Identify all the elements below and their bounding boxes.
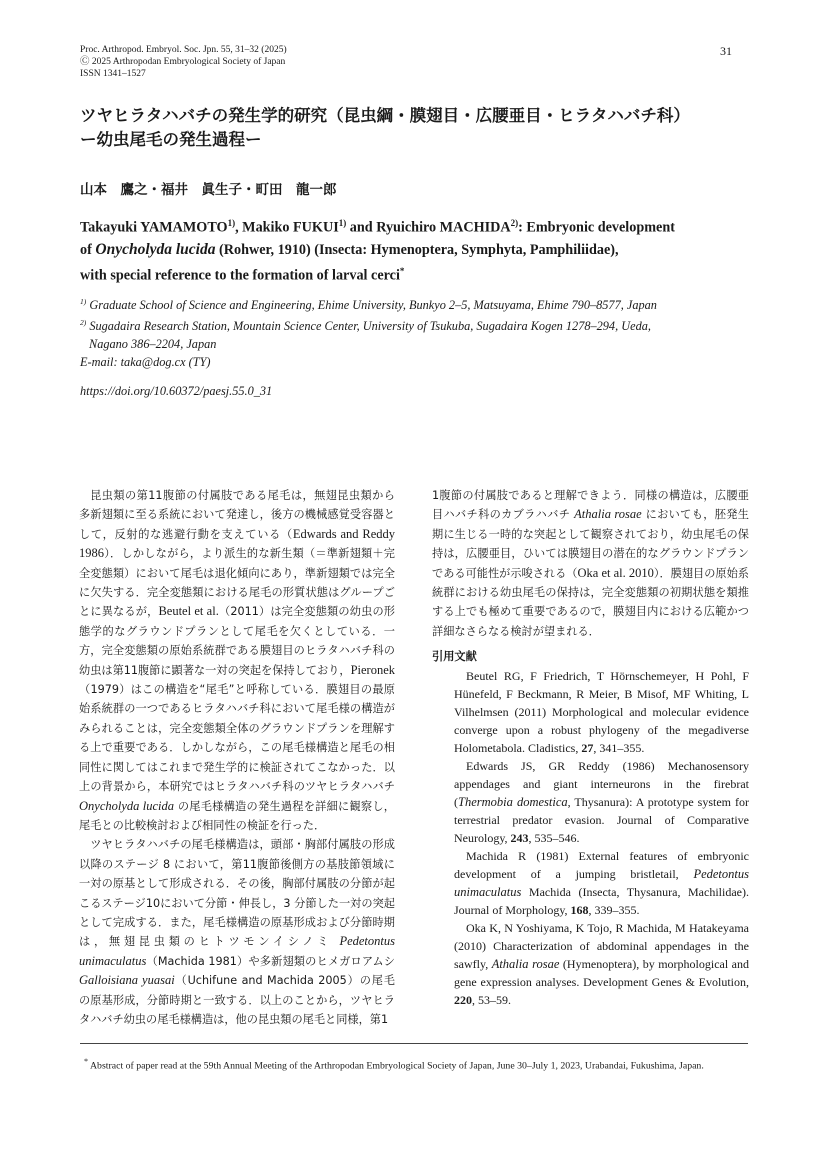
japanese-title-line2: ー幼虫尾毛の発生過程ー xyxy=(80,130,262,149)
affil-ref: 1) xyxy=(227,218,236,228)
author-2: , Makiko FUKUI xyxy=(235,219,339,236)
reference-item: Oka K, N Yoshiyama, K Tojo, R Machida, M Hatakeyama (2010) Characterization of abdominal appendages in the sawfly, Athalia rosae (Hymenoptera), by morphological and gene expression analyses. Development Genes & Evolution, 220, 53–59. xyxy=(454,920,749,1007)
references-list xyxy=(432,667,749,1009)
citation: Beutel et al. xyxy=(158,604,219,619)
reference-item: Machida R (1981) External features of embryonic development of a jumping bristletail, Pedetontus unimaculatus Machida (Insecta, Thysanura, Machilidae). Journal of Morphology, 168, 339–355. xyxy=(454,848,749,917)
japanese-title-line1: ツヤヒラタハバチの発生学的研究（昆虫綱・膜翅目・広腰亜目・ヒラタハバチ科） xyxy=(80,106,690,125)
affiliation-1: Graduate School of Science and Engineering, Ehime University, Bunkyo 2–5, Matsuyama, Ehime 790–8577, Japan xyxy=(86,298,657,313)
species-name: Onycholyda lucida xyxy=(95,240,216,258)
issn-line: ISSN 1341–1527 xyxy=(80,69,146,79)
affil-ref: 1) xyxy=(338,218,347,228)
english-title xyxy=(80,213,760,286)
author-1: Takayuki YAMAMOTO xyxy=(80,219,228,236)
footnote-divider xyxy=(80,1043,748,1044)
species-name: Onycholyda lucida xyxy=(79,798,175,813)
journal-citation: Proc. Arthropod. Embryol. Soc. Jpn. 55, 31–32 (2025) xyxy=(80,45,287,55)
page-number: 31 xyxy=(720,44,732,58)
affil-ref: 2) xyxy=(510,218,519,228)
species-name: Galloisiana yuasai xyxy=(79,973,175,988)
species-name: Athalia rosae xyxy=(574,507,642,522)
affiliation-2: Sugadaira Research Station, Mountain Science Center, University of Tsukuba, Sugadaira Kogen 1278–294, Ueda, xyxy=(86,319,651,334)
body-right-column xyxy=(432,486,749,1009)
footnote-marker: * xyxy=(84,1057,89,1066)
reference-item: Beutel RG, F Friedrich, T Hörnschemeyer, H Pohl, F Hünefeld, F Beckmann, R Meier, B Misof, MF Whiting, L Vilhelmsen (2011) Morphological and molecular evidence converge upon a robust phylogeny of the megadiverse Holometabola. Cladistics, 27, 341–355. xyxy=(454,668,749,755)
email-line: E-mail: taka@dog.cx (TY) xyxy=(80,355,211,370)
paragraph-2-continued: 1腹節の付属肢であると理解できよう．同様の構造は，広腰亜目ハバチ科のカブラハバチ Athalia rosae においても，胚発生期に生じる一時的な突起として観察されており，幼虫尾毛の保持は，広腰亜目，ひいては膜翅目の潜在的なグラウンドプランである可能性が示唆される（Oka et al. 2010）．膜翅目の原始系統群における幼虫尾毛の保持は，完全変態類の初期状態を類推する上でも極めて重要であるので，膜翅目内における広範かつ詳細なさらなる検討が望まれる． xyxy=(432,489,749,638)
paragraph-1: 昆虫類の第11腹節の付属肢である尾毛は，無翅昆虫類から多新翅類に至る系統において発達し，後方の機械感覚受容器として，反射的な逃避行動を支えている（Edwards and Reddy 1986）．しかしながら，より派生的な新生類（＝準新翅類＋完全変態類）において尾毛は退化傾向にあり，準新翅類では完全に欠失する．完全変態類における尾毛の形質状態はグループごとに異なるが，Beutel et al.（2011）は完全変態類の幼虫の形態学的なグラウンドプランとして尾毛を欠くとしている．一方，完全変態類の原始系統群である膜翅目のヒラタハバチ科の幼虫は第11腹節に顕著な一対の突起を保持しており，Pieronek（1979）はこの構造を“尾毛”と呼称している．膜翅目の最原始系統群の一つであるヒラタハバチ科において尾毛様の構造がみられることは，完全変態類全体のグラウンドプランを理解する上で重要である．しかしながら，この尾毛様構造と尾毛の相同性に関してはこれまで発生学的に検証されてこなかった．以上の背景から，本研究ではヒラタハバチ科のツヤヒラタハバチ Onycholyda lucida の尾毛様構造の発生過程を詳細に観察し，尾毛との比較検討および相同性の検証を行った． xyxy=(79,489,396,832)
body-left-column xyxy=(79,486,395,1029)
doi-link[interactable]: https://doi.org/10.60372/paesj.55.0_31 xyxy=(80,384,273,398)
footnote-marker: * xyxy=(399,265,405,276)
title-text: (Rohwer, 1910) (Insecta: Hymenoptera, Symphyta, Pamphiliidae), xyxy=(215,241,619,258)
affil-number: 1) xyxy=(80,297,87,306)
footnote xyxy=(84,1055,746,1073)
japanese-title xyxy=(80,104,760,152)
copyright-line: Ⓒ 2025 Arthropodan Embryological Society of Japan xyxy=(80,57,286,67)
affiliations xyxy=(80,293,760,371)
title-text: : Embryonic development xyxy=(518,219,675,236)
affiliation-2-cont: Nagano 386–2204, Japan xyxy=(89,337,217,352)
paragraph-2: ツヤヒラタハバチの尾毛様構造は，頭部・胸部付属肢の形成以降のステージ 8 において，第11腹節後側方の基肢節領域に一対の原基として形成される．その後，胸部付属肢の分節が起こるステージ10において分節・伸長し，3 分節した一対の突起として完成する．また，尾毛様構造の原基形成および分節時期は，無翅昆虫類のヒトツモンイシノミ Pedetontus unimaculatus（Machida 1981）や多新翅類のヒメガロアムシ Galloisiana yuasai（Uchifune and Machida 2005）の尾毛の原基形成，分節時期と一致する．以上のことから，ツヤヒラタハバチ幼虫の尾毛様構造は，他の昆虫類の尾毛と同様，第1 xyxy=(79,838,395,1026)
species-name: Pedetontus unimaculatus xyxy=(79,934,395,968)
title-text: with special reference to the formation of larval cerci xyxy=(80,267,400,284)
references-heading: 引用文献 xyxy=(432,650,477,664)
citation: Pieronek xyxy=(350,662,395,677)
affil-number: 2) xyxy=(80,318,87,328)
author-3: and Ryuichiro MACHIDA xyxy=(346,219,511,236)
footnote-text: Abstract of paper read at the 59th Annual Meeting of the Arthropodan Embryological Society of Japan, June 30–July 1, 2023, Urabandai, Fukushima, Japan. xyxy=(88,1060,704,1072)
citation: Edwards and Reddy 1986 xyxy=(79,526,396,561)
citation: Oka et al. 2010 xyxy=(577,565,654,580)
japanese-authors: 山本 鷹之・福井 眞生子・町田 龍一郎 xyxy=(80,182,337,198)
journal-header xyxy=(80,44,287,80)
title-text: of xyxy=(80,241,96,258)
reference-item: Edwards JS, GR Reddy (1986) Mechanosensory appendages and giant interneurons in the firebrat (Thermobia domestica, Thysanura): A prototype system for terrestrial predator evasion. Journal of Comparative Neurology, 243, 535–546. xyxy=(454,758,749,845)
